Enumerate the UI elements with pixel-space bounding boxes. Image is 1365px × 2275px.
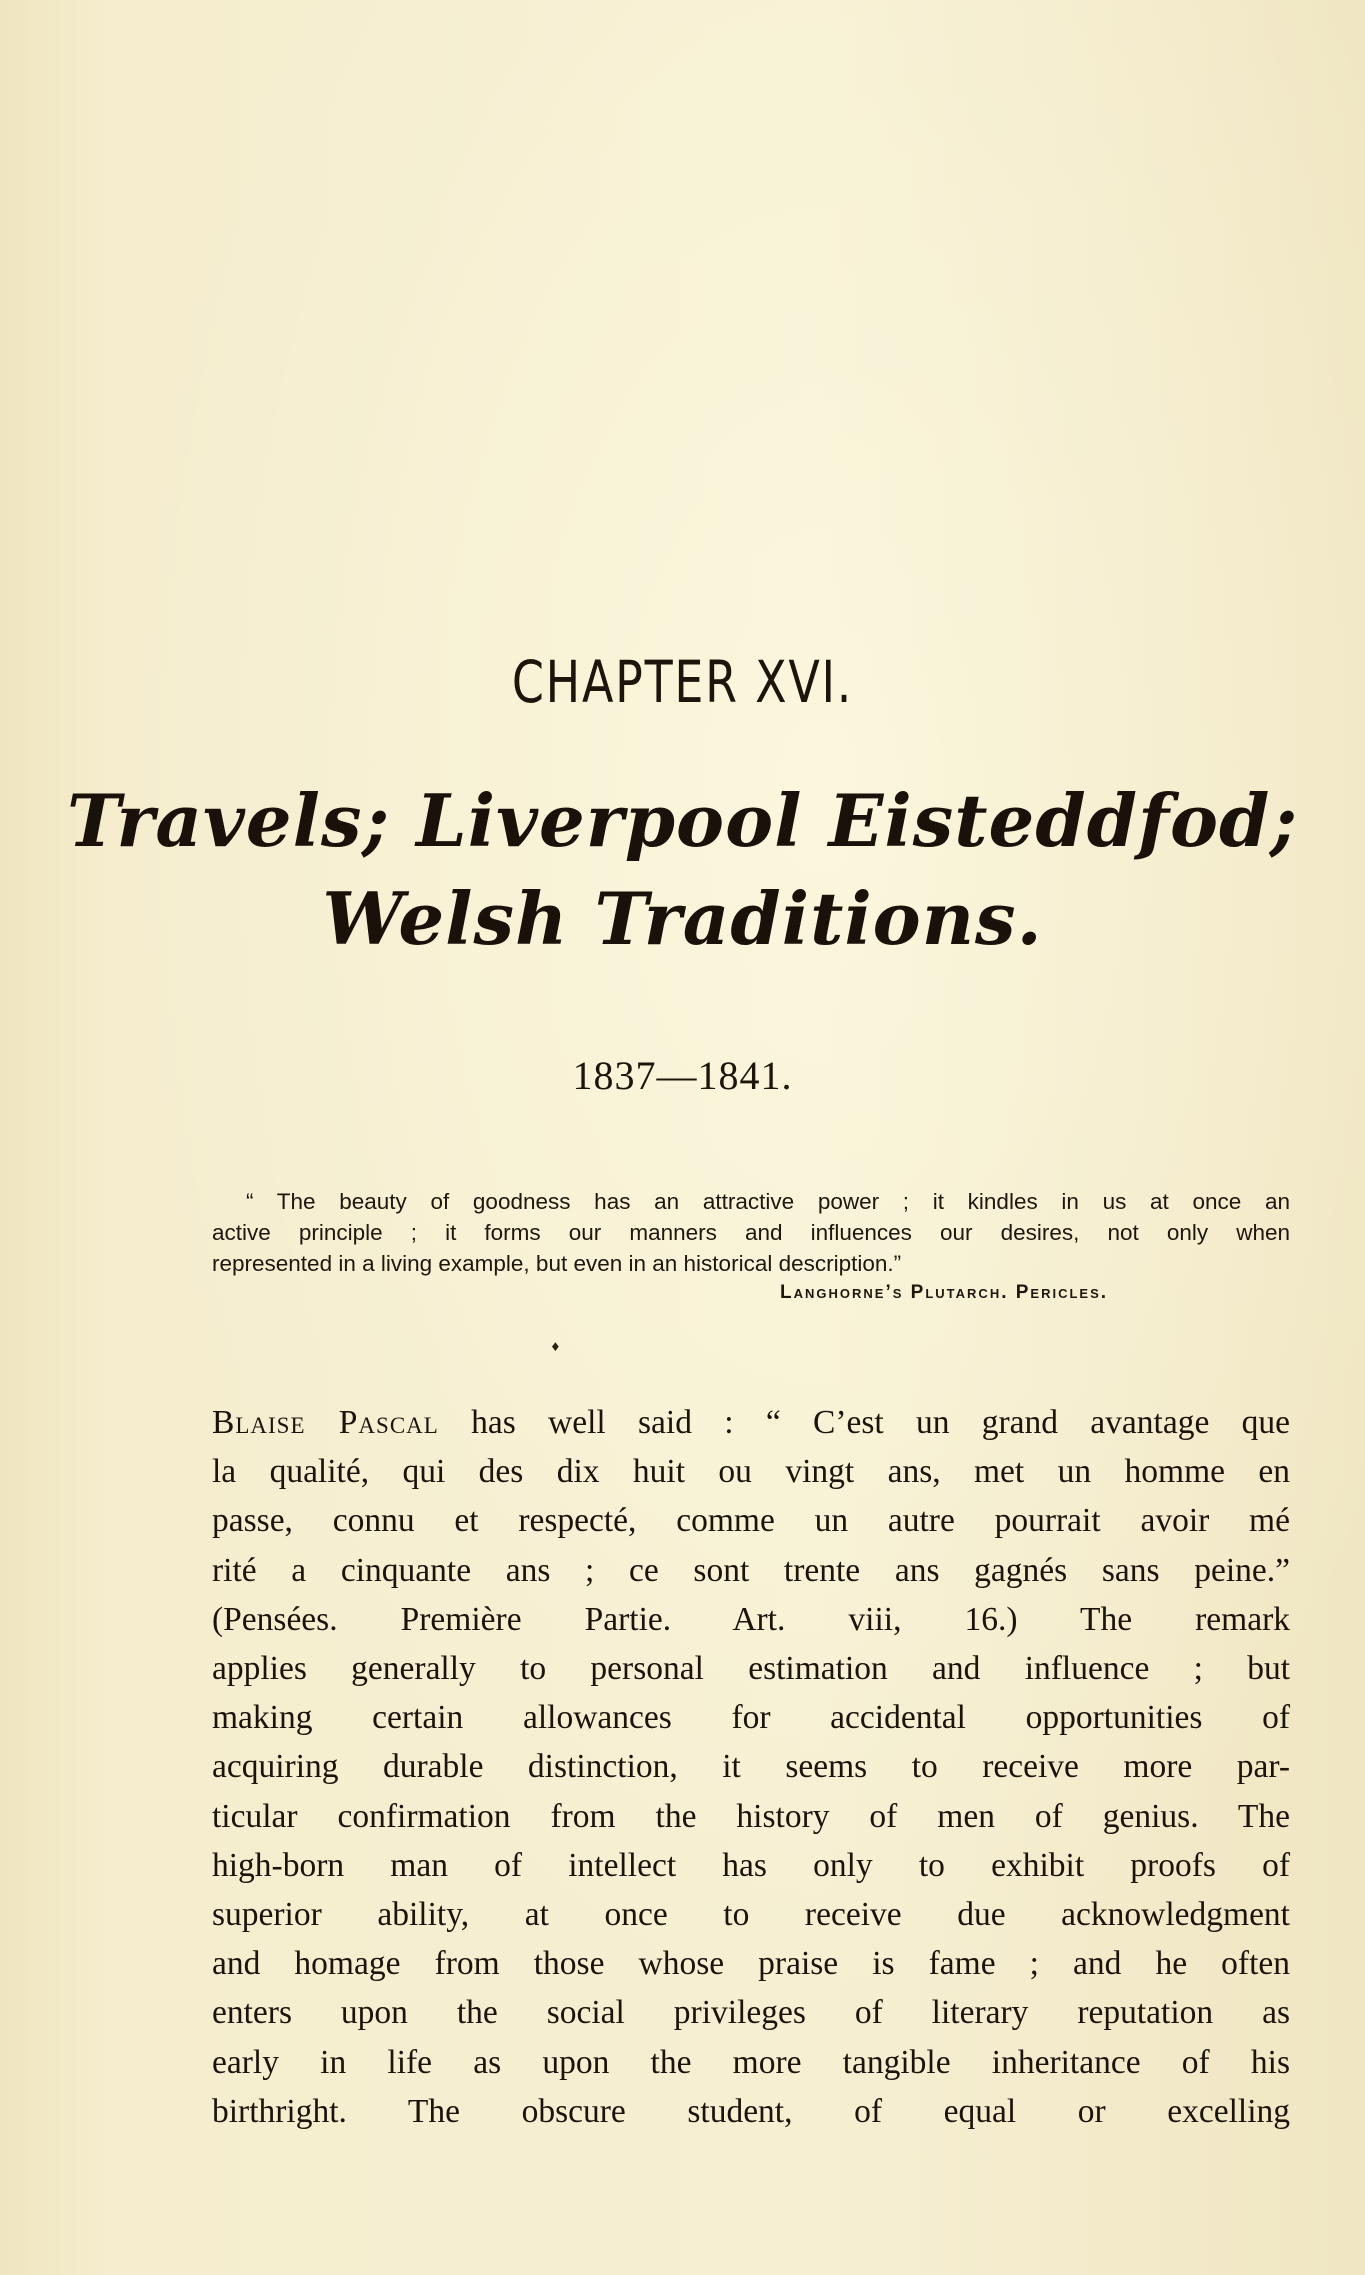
show-through-text [220,90,1300,850]
body-line: acquiring durable distinction, it seems to receive more par- [212,1748,1290,1786]
chapter-subtitle-line-2: Welsh Traditions. [322,876,1043,961]
body-line: high-born man of intellect has only to exhibit proofs of [212,1846,1290,1884]
body-line: la qualité, qui des dix huit ou vingt ans, met un homme en [212,1453,1290,1491]
epigraph-line: “ The beauty of goodness has an attractive power ; it kindles in us at once an [246,1189,1290,1214]
body-line: enters upon the social privileges of literary reputation as [212,1994,1290,2032]
body-paragraph [212,1398,1290,2136]
lead-name: Blaise Pascal [212,1404,439,1441]
body-line: applies generally to personal estimation and influence ; but [212,1650,1290,1688]
body-line: birthright. The obscure student, of equal or excelling [212,2092,1290,2130]
chapter-subtitle-line-1: Travels; Liverpool Eisteddfod; [67,778,1298,863]
ornament-diamond-icon: ♦ [550,1340,561,1354]
body-line: superior ability, at once to receive due acknowledgment [212,1896,1290,1934]
body-line: early in life as upon the more tangible inheritance of his [212,2043,1290,2081]
body-line-text: has well said : “ C’est un grand avantage que [438,1404,1290,1441]
epigraph-attribution: Langhorne’s Plutarch. Pericles. [780,1282,1109,1303]
body-line: and homage from those whose praise is fame ; and he often [212,1945,1290,1983]
body-line: passe, connu et respecté, comme un autre pourrait avoir mé [212,1502,1290,1540]
chapter-dates: 1837—1841. [572,1053,793,1098]
epigraph-line: active principle ; it forms our manners and influences our desires, not only when [212,1220,1290,1245]
epigraph-line: represented in a living example, but even in an historical description.” [212,1251,902,1276]
epigraph [212,1186,1290,1279]
chapter-heading: CHAPTER XVI. [511,648,854,716]
body-line: ticular confirmation from the history of men of genius. The [212,1797,1290,1835]
body-line: making certain allowances for accidental opportunities of [212,1699,1290,1737]
body-line: (Pensées. Première Partie. Art. viii, 16.) The remark [212,1600,1290,1638]
body-line [212,1398,1290,1447]
body-line: rité a cinquante ans ; ce sont trente ans gagnés sans peine.” [212,1551,1290,1589]
